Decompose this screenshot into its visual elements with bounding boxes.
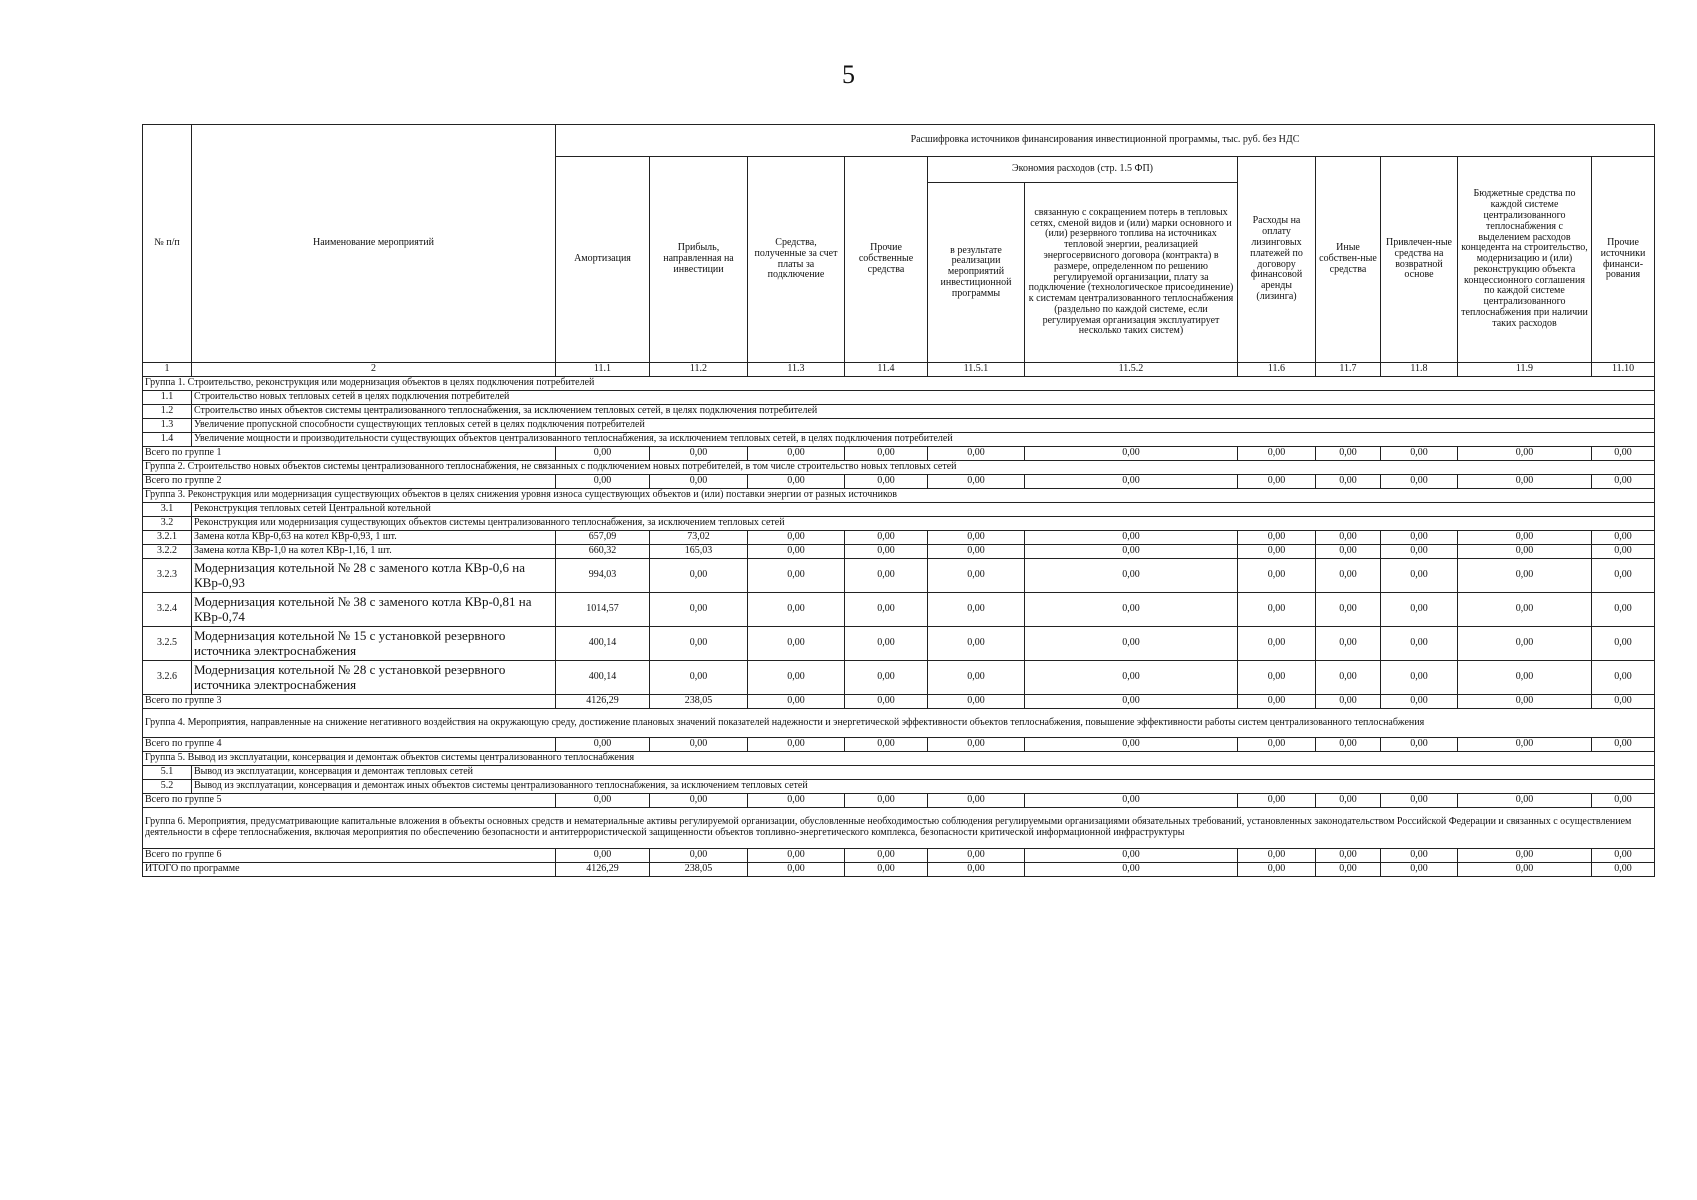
value-cell: 0,00 xyxy=(928,545,1025,559)
value-cell: 0,00 xyxy=(556,849,650,863)
value-cell: 0,00 xyxy=(1458,447,1592,461)
value-cell: 0,00 xyxy=(1025,475,1238,489)
value-cell: 0,00 xyxy=(1592,545,1655,559)
value-cell: 0,00 xyxy=(1316,475,1381,489)
colnum: 11.9 xyxy=(1458,363,1592,377)
row-num: 1.4 xyxy=(143,433,192,447)
header-econ-program: в результате реализации мероприятий инвестиционной программы xyxy=(928,183,1025,363)
value-cell: 0,00 xyxy=(928,531,1025,545)
colnum: 11.4 xyxy=(845,363,928,377)
row-num: 1.2 xyxy=(143,405,192,419)
total-label: Всего по группе 3 xyxy=(143,695,556,709)
value-cell: 1014,57 xyxy=(556,593,650,627)
page-number: 5 xyxy=(842,60,855,89)
group-title: Группа 1. Строительство, реконструкция или модернизация объектов в целях подключения потребителей xyxy=(143,377,1655,391)
header-amortization: Амортизация xyxy=(556,157,650,363)
row-num: 3.2 xyxy=(143,517,192,531)
value-cell: 0,00 xyxy=(1458,738,1592,752)
value-cell: 0,00 xyxy=(650,627,748,661)
value-cell: 0,00 xyxy=(1238,661,1316,695)
value-cell: 0,00 xyxy=(1458,545,1592,559)
value-cell: 0,00 xyxy=(1381,695,1458,709)
value-cell: 0,00 xyxy=(1316,593,1381,627)
value-cell: 0,00 xyxy=(928,475,1025,489)
financing-table xyxy=(142,124,1655,877)
row-name: Замена котла КВр-0,63 на котел КВр-0,93, 1 шт. xyxy=(192,531,556,545)
value-cell: 0,00 xyxy=(1238,593,1316,627)
header-connection-fee: Средства, полученные за счет платы за подключение xyxy=(748,157,845,363)
value-cell: 0,00 xyxy=(748,849,845,863)
value-cell: 400,14 xyxy=(556,627,650,661)
value-cell: 165,03 xyxy=(650,545,748,559)
value-cell: 0,00 xyxy=(1316,559,1381,593)
row-name: Реконструкция тепловых сетей Центральной котельной xyxy=(192,503,1655,517)
value-cell: 0,00 xyxy=(928,695,1025,709)
value-cell: 0,00 xyxy=(845,559,928,593)
header-econ-losses: связанную с сокращением потерь в тепловых сетях, сменой видов и (или) марки основного и (или) резервного топлива на источниках тепловой энергии, реализацией энергосервисного договора (контракта) в размере, определенном по решению регулируемой организации, плату за подключение (технологическое присоединение) к системам централизованного теплоснабжения (раздельно по каждой системе, если регулируемая организация эксплуатирует несколько таких систем) xyxy=(1025,183,1238,363)
value-cell: 0,00 xyxy=(928,559,1025,593)
row-num: 1.1 xyxy=(143,391,192,405)
value-cell: 0,00 xyxy=(1458,695,1592,709)
value-cell: 0,00 xyxy=(1381,738,1458,752)
row-name: Модернизация котельной № 28 с установкой резервного источника электроснабжения xyxy=(192,661,556,695)
value-cell: 0,00 xyxy=(1025,661,1238,695)
value-cell: 0,00 xyxy=(650,849,748,863)
value-cell: 0,00 xyxy=(650,475,748,489)
value-cell: 0,00 xyxy=(1381,661,1458,695)
value-cell: 0,00 xyxy=(1238,531,1316,545)
value-cell: 0,00 xyxy=(928,627,1025,661)
program-total-label: ИТОГО по программе xyxy=(143,863,556,877)
colnum: 11.5.1 xyxy=(928,363,1025,377)
value-cell: 0,00 xyxy=(1381,531,1458,545)
header-name: Наименование мероприятий xyxy=(192,125,556,363)
value-cell: 0,00 xyxy=(1025,794,1238,808)
colnum: 11.8 xyxy=(1381,363,1458,377)
group-title: Группа 2. Строительство новых объектов системы централизованного теплоснабжения, не связанных с подключением новых потребителей, в том числе строительство новых тепловых сетей xyxy=(143,461,1655,475)
value-cell: 0,00 xyxy=(1592,447,1655,461)
value-cell: 0,00 xyxy=(928,593,1025,627)
row-num: 3.2.1 xyxy=(143,531,192,545)
row-name: Увеличение пропускной способности существующих тепловых сетей в целях подключения потребителей xyxy=(192,419,1655,433)
value-cell: 0,00 xyxy=(1381,849,1458,863)
header-returnable: Привлечен-ные средства на возвратной основе xyxy=(1381,157,1458,363)
value-cell: 4126,29 xyxy=(556,863,650,877)
value-cell: 0,00 xyxy=(928,849,1025,863)
value-cell: 994,03 xyxy=(556,559,650,593)
value-cell: 0,00 xyxy=(1238,545,1316,559)
value-cell: 0,00 xyxy=(1458,593,1592,627)
value-cell: 0,00 xyxy=(1316,695,1381,709)
value-cell: 0,00 xyxy=(928,661,1025,695)
value-cell: 0,00 xyxy=(1458,661,1592,695)
value-cell: 0,00 xyxy=(650,738,748,752)
value-cell: 0,00 xyxy=(845,849,928,863)
colnum: 11.7 xyxy=(1316,363,1381,377)
row-num: 5.1 xyxy=(143,766,192,780)
row-name: Строительство новых тепловых сетей в целях подключения потребителей xyxy=(192,391,1655,405)
row-num: 5.2 xyxy=(143,780,192,794)
value-cell: 0,00 xyxy=(1316,794,1381,808)
row-name: Модернизация котельной № 38 с заменого котла КВр-0,81 на КВр-0,74 xyxy=(192,593,556,627)
value-cell: 0,00 xyxy=(1381,863,1458,877)
value-cell: 0,00 xyxy=(1238,849,1316,863)
row-name: Вывод из эксплуатации, консервация и демонтаж иных объектов системы централизованного теплоснабжения, за исключением тепловых сетей xyxy=(192,780,1655,794)
value-cell: 0,00 xyxy=(748,661,845,695)
value-cell: 0,00 xyxy=(1316,447,1381,461)
value-cell: 0,00 xyxy=(1592,695,1655,709)
value-cell: 0,00 xyxy=(1025,695,1238,709)
value-cell: 0,00 xyxy=(1316,863,1381,877)
value-cell: 0,00 xyxy=(1592,794,1655,808)
value-cell: 660,32 xyxy=(556,545,650,559)
colnum: 11.3 xyxy=(748,363,845,377)
row-num: 3.2.4 xyxy=(143,593,192,627)
value-cell: 0,00 xyxy=(1025,545,1238,559)
value-cell: 0,00 xyxy=(1025,593,1238,627)
value-cell: 0,00 xyxy=(1592,627,1655,661)
value-cell: 0,00 xyxy=(1381,545,1458,559)
colnum: 11.10 xyxy=(1592,363,1655,377)
header-other-sources: Прочие источники финанси-рования xyxy=(1592,157,1655,363)
total-label: Всего по группе 6 xyxy=(143,849,556,863)
header-other-own: Прочие собственные средства xyxy=(845,157,928,363)
value-cell: 0,00 xyxy=(748,559,845,593)
value-cell: 0,00 xyxy=(1381,475,1458,489)
value-cell: 0,00 xyxy=(1458,849,1592,863)
colnum: 11.6 xyxy=(1238,363,1316,377)
total-label: Всего по группе 2 xyxy=(143,475,556,489)
row-num: 1.3 xyxy=(143,419,192,433)
row-name: Строительство иных объектов системы централизованного теплоснабжения, за исключением тепловых сетей, в целях подключения потребителей xyxy=(192,405,1655,419)
value-cell: 0,00 xyxy=(650,559,748,593)
value-cell: 0,00 xyxy=(1238,627,1316,661)
row-name: Модернизация котельной № 15 с установкой резервного источника электроснабжения xyxy=(192,627,556,661)
value-cell: 0,00 xyxy=(748,475,845,489)
value-cell: 0,00 xyxy=(1025,559,1238,593)
row-num: 3.2.5 xyxy=(143,627,192,661)
value-cell: 0,00 xyxy=(650,447,748,461)
value-cell: 0,00 xyxy=(1458,627,1592,661)
colnum: 11.5.2 xyxy=(1025,363,1238,377)
value-cell: 0,00 xyxy=(1238,559,1316,593)
value-cell: 0,00 xyxy=(1381,447,1458,461)
value-cell: 0,00 xyxy=(748,627,845,661)
value-cell: 0,00 xyxy=(845,738,928,752)
value-cell: 0,00 xyxy=(748,593,845,627)
value-cell: 0,00 xyxy=(1238,447,1316,461)
value-cell: 0,00 xyxy=(556,738,650,752)
value-cell: 0,00 xyxy=(928,738,1025,752)
value-cell: 0,00 xyxy=(1592,531,1655,545)
row-name: Вывод из эксплуатации, консервация и демонтаж тепловых сетей xyxy=(192,766,1655,780)
value-cell: 0,00 xyxy=(1592,593,1655,627)
value-cell: 400,14 xyxy=(556,661,650,695)
value-cell: 0,00 xyxy=(1316,661,1381,695)
value-cell: 0,00 xyxy=(1238,738,1316,752)
value-cell: 657,09 xyxy=(556,531,650,545)
value-cell: 0,00 xyxy=(1592,863,1655,877)
row-name: Замена котла КВр-1,0 на котел КВр-1,16, 1 шт. xyxy=(192,545,556,559)
value-cell: 0,00 xyxy=(1238,794,1316,808)
value-cell: 0,00 xyxy=(1316,531,1381,545)
colnum: 11.2 xyxy=(650,363,748,377)
group-title: Группа 6. Мероприятия, предусматривающие капитальные вложения в объекты основных средств и нематериальные активы регулируемой организации, обусловленные необходимостью соблюдения регулируемыми организациями обязательных требований, установленных законодательством Российской Федерации и связанных с осуществлением деятельности в сфере теплоснабжения, включая мероприятия по обеспечению безопасности и антитеррористической защищенности объектов топливно-энергетического комплекса, безопасности критической информационной инфраструктуры xyxy=(143,808,1655,849)
value-cell: 0,00 xyxy=(845,593,928,627)
value-cell: 0,00 xyxy=(1592,559,1655,593)
value-cell: 0,00 xyxy=(845,863,928,877)
value-cell: 0,00 xyxy=(748,531,845,545)
value-cell: 73,02 xyxy=(650,531,748,545)
value-cell: 0,00 xyxy=(845,627,928,661)
value-cell: 0,00 xyxy=(1458,475,1592,489)
value-cell: 0,00 xyxy=(1025,863,1238,877)
value-cell: 0,00 xyxy=(1316,849,1381,863)
header-other-own-2: Иные собствен-ные средства xyxy=(1316,157,1381,363)
value-cell: 0,00 xyxy=(1592,849,1655,863)
value-cell: 0,00 xyxy=(1458,863,1592,877)
value-cell: 0,00 xyxy=(1316,545,1381,559)
value-cell: 0,00 xyxy=(1025,447,1238,461)
value-cell: 0,00 xyxy=(748,794,845,808)
value-cell: 0,00 xyxy=(1458,531,1592,545)
value-cell: 0,00 xyxy=(748,447,845,461)
row-name: Увеличение мощности и производительности существующих объектов централизованного теплоснабжения, за исключением тепловых сетей, в целях подключения потребителей xyxy=(192,433,1655,447)
group-title: Группа 3. Реконструкция или модернизация существующих объектов в целях снижения уровня износа существующих объектов и (или) поставки энергии от разных источников xyxy=(143,489,1655,503)
value-cell: 0,00 xyxy=(650,794,748,808)
value-cell: 4126,29 xyxy=(556,695,650,709)
value-cell: 0,00 xyxy=(556,794,650,808)
header-profit: Прибыль, направленная на инвестиции xyxy=(650,157,748,363)
value-cell: 0,00 xyxy=(650,661,748,695)
value-cell: 0,00 xyxy=(748,863,845,877)
value-cell: 0,00 xyxy=(1238,863,1316,877)
value-cell: 238,05 xyxy=(650,695,748,709)
value-cell: 0,00 xyxy=(1316,627,1381,661)
row-name: Реконструкция или модернизация существующих объектов системы централизованного теплоснабжения, за исключением тепловых сетей xyxy=(192,517,1655,531)
value-cell: 0,00 xyxy=(845,447,928,461)
value-cell: 0,00 xyxy=(845,661,928,695)
value-cell: 0,00 xyxy=(928,794,1025,808)
value-cell: 0,00 xyxy=(1381,627,1458,661)
header-budget: Бюджетные средства по каждой системе централизованного теплоснабжения с выделением расходов концедента на строительство, модернизацию и (или) реконструкцию объекта концессионного соглашения по каждой системе централизованного теплоснабжения при наличии таких расходов xyxy=(1458,157,1592,363)
value-cell: 0,00 xyxy=(748,695,845,709)
value-cell: 0,00 xyxy=(1592,475,1655,489)
row-num: 3.2.6 xyxy=(143,661,192,695)
colnum: 2 xyxy=(192,363,556,377)
value-cell: 0,00 xyxy=(748,738,845,752)
value-cell: 0,00 xyxy=(1025,531,1238,545)
value-cell: 0,00 xyxy=(556,447,650,461)
header-economy: Экономия расходов (стр. 1.5 ФП) xyxy=(928,157,1238,183)
group-title: Группа 5. Вывод из эксплуатации, консервация и демонтаж объектов системы централизованного теплоснабжения xyxy=(143,752,1655,766)
value-cell: 0,00 xyxy=(1238,475,1316,489)
value-cell: 0,00 xyxy=(1381,593,1458,627)
value-cell: 0,00 xyxy=(650,593,748,627)
value-cell: 0,00 xyxy=(1458,794,1592,808)
header-decoding: Расшифровка источников финансирования инвестиционной программы, тыс. руб. без НДС xyxy=(556,125,1655,157)
value-cell: 0,00 xyxy=(1316,738,1381,752)
header-num: № п/п xyxy=(143,125,192,363)
total-label: Всего по группе 5 xyxy=(143,794,556,808)
value-cell: 0,00 xyxy=(845,794,928,808)
value-cell: 238,05 xyxy=(650,863,748,877)
value-cell: 0,00 xyxy=(1025,849,1238,863)
value-cell: 0,00 xyxy=(556,475,650,489)
colnum: 1 xyxy=(143,363,192,377)
value-cell: 0,00 xyxy=(1381,559,1458,593)
row-num: 3.2.2 xyxy=(143,545,192,559)
colnum: 11.1 xyxy=(556,363,650,377)
value-cell: 0,00 xyxy=(928,447,1025,461)
value-cell: 0,00 xyxy=(1458,559,1592,593)
value-cell: 0,00 xyxy=(1592,661,1655,695)
value-cell: 0,00 xyxy=(1381,794,1458,808)
value-cell: 0,00 xyxy=(845,545,928,559)
value-cell: 0,00 xyxy=(845,531,928,545)
value-cell: 0,00 xyxy=(845,695,928,709)
row-num: 3.2.3 xyxy=(143,559,192,593)
group-title: Группа 4. Мероприятия, направленные на снижение негативного воздействия на окружающую среду, достижение плановых значений показателей надежности и энергетической эффективности объектов теплоснабжения, повышение эффективности работы систем централизованного теплоснабжения xyxy=(143,709,1655,738)
total-label: Всего по группе 1 xyxy=(143,447,556,461)
value-cell: 0,00 xyxy=(1025,738,1238,752)
header-leasing: Расходы на оплату лизинговых платежей по договору финансовой аренды (лизинга) xyxy=(1238,157,1316,363)
value-cell: 0,00 xyxy=(1238,695,1316,709)
total-label: Всего по группе 4 xyxy=(143,738,556,752)
value-cell: 0,00 xyxy=(1025,627,1238,661)
value-cell: 0,00 xyxy=(845,475,928,489)
value-cell: 0,00 xyxy=(928,863,1025,877)
row-num: 3.1 xyxy=(143,503,192,517)
row-name: Модернизация котельной № 28 с заменого котла КВр-0,6 на КВр-0,93 xyxy=(192,559,556,593)
value-cell: 0,00 xyxy=(1592,738,1655,752)
value-cell: 0,00 xyxy=(748,545,845,559)
